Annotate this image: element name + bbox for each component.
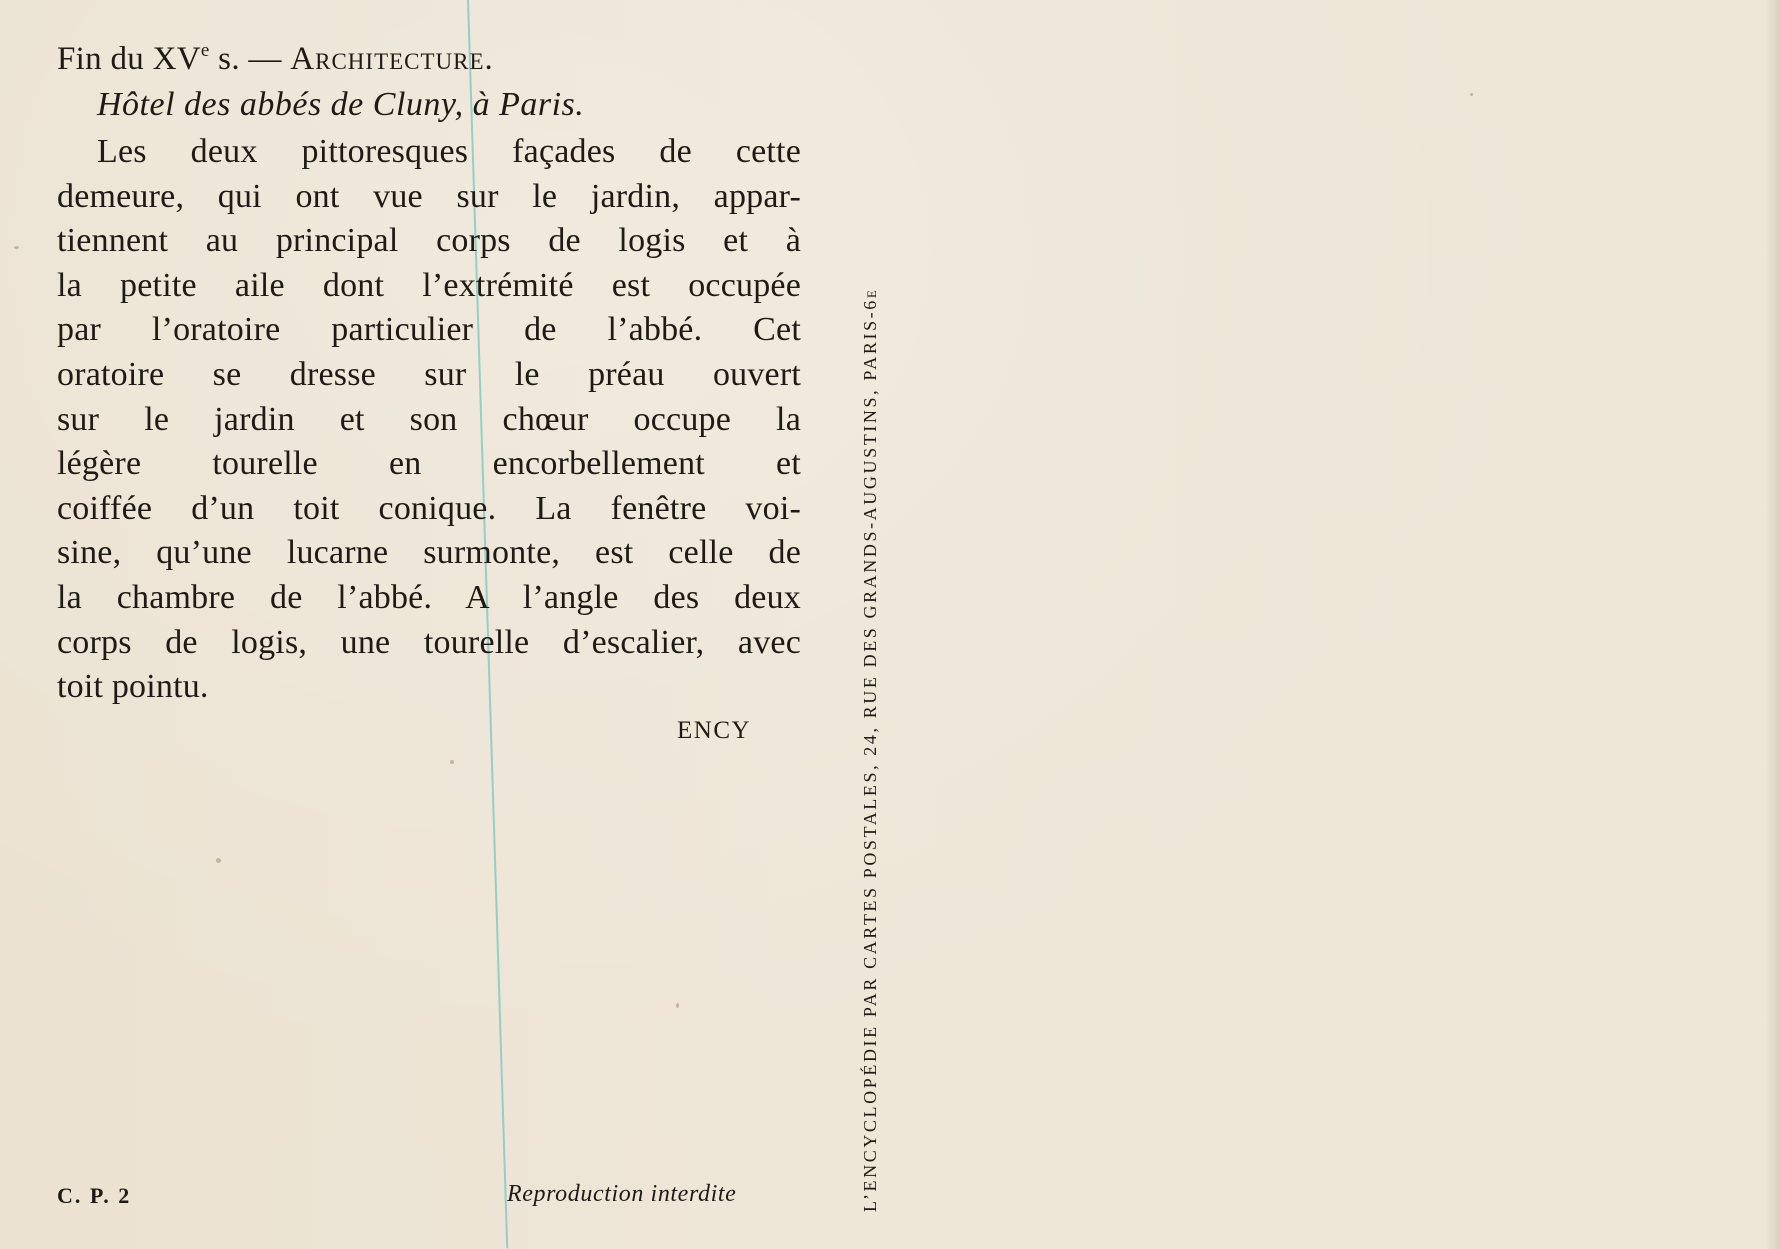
text-line: demeure, qui ont vue sur le jardin, appar-	[57, 177, 801, 215]
text-line: la chambre de l’abbé. A l’angle des deux	[57, 578, 801, 616]
text-line: toit pointu.	[57, 668, 209, 706]
text-line: la petite aile dont l’extrémité est occupée	[57, 266, 801, 304]
heading-superscript: e	[200, 40, 210, 61]
text-line: sur le jardin et son chœur occupe la	[57, 400, 801, 438]
heading-century: Fin du XV	[57, 41, 201, 77]
paper-speck	[676, 1003, 679, 1008]
paper-speck	[450, 760, 454, 764]
text-line: coiffée d’un toit conique. La fenêtre voi-	[57, 489, 801, 527]
heading-category: Architecture.	[290, 41, 494, 77]
paper-speck	[216, 858, 221, 863]
heading-separator: s. —	[209, 41, 291, 77]
subtitle: Hôtel des abbés de Cluny, à Paris.	[97, 86, 585, 123]
paper-speck	[1470, 93, 1473, 96]
reproduction-notice: Reproduction interdite	[507, 1181, 737, 1207]
card-code: C. P. 2	[57, 1183, 132, 1208]
text-line: sine, qu’une lucarne surmonte, est celle de	[57, 534, 801, 572]
text-line: par l’oratoire particulier de l’abbé. Cet	[57, 311, 801, 349]
text-line: légère tourelle en encorbellement et	[57, 445, 801, 483]
card-edge-shadow	[1766, 0, 1780, 1249]
text-line: tiennent au principal corps de logis et à	[57, 222, 801, 260]
description-text	[57, 130, 801, 710]
text-line: corps de logis, une tourelle d’escalier, avec	[57, 623, 801, 661]
text-line: oratoire se dresse sur le préau ouvert	[57, 355, 801, 393]
publisher-vertical-text: L’ENCYCLOPÉDIE PAR CARTES POSTALES, 24, RUE DES GRANDS-AUGUSTINS, PARIS-6e	[860, 287, 880, 1212]
heading	[57, 40, 494, 78]
text-line: Les deux pittoresques façades de cette	[97, 133, 801, 170]
signature: ENCY	[677, 717, 752, 744]
paper-speck	[14, 246, 19, 249]
